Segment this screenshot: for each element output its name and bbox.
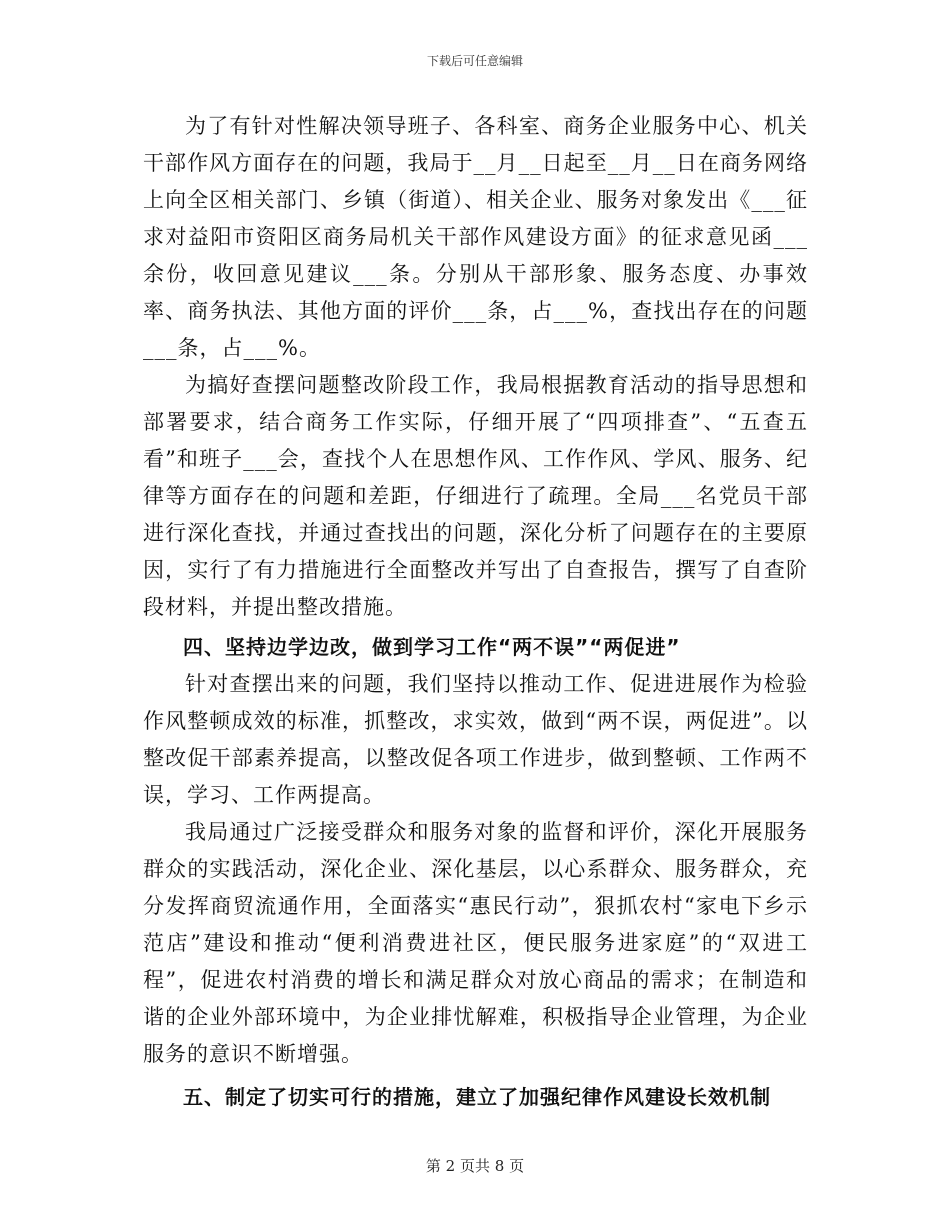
paragraph-service: 我局通过广泛接受群众和服务对象的监督和评价，深化开展服务群众的实践活动，深化企业、深化基层，以心系群众、服务群众，充分发挥商贸流通作用，全面落实“惠民行动”，狠抓农村“家电下乡示范店”建设和推动“便利消费进社区，便民服务进家庭”的“双进工程”，促进农村消费的增长和满足群众对放心商品的需求；在制造和谐的企业外部环境中，为企业排忧解难，积极指导企业管理，为企业服务的意识不断增强。	[143, 820, 808, 1066]
page-footer: 第 2 页共 8 页	[425, 1157, 525, 1175]
section-heading-5: 五、制定了切实可行的措施，建立了加强纪律作风建设长效机制	[183, 1085, 771, 1109]
section-heading-4: 四、坚持边学边改，做到学习工作“两不误”“两促进”	[183, 635, 681, 659]
document-body	[143, 108, 808, 1116]
page-header: 下载后可任意编辑	[426, 54, 523, 68]
paragraph-problems: 针对查摆出来的问题，我们坚持以推动工作、促进进展作为检验作风整顿成效的标准，抓整改，求实效，做到“两不误，两促进”。以整改促干部素养提高，以整改促各项工作进步，做到整顿、工作两不误，学习、工作两提高。	[143, 672, 808, 807]
paragraph-rectification: 为搞好查摆问题整改阶段工作，我局根据教育活动的指导思想和部署要求，结合商务工作实际，仔细开展了“四项排查”、“五查五看”和班子___会，查找个人在思想作风、工作作风、学风、服务、纪律等方面存在的问题和差距，仔细进行了疏理。全局___名党员干部进行深化查找，并通过查找出的问题，深化分析了问题存在的主要原因，实行了有力措施进行全面整改并写出了自查报告，撰写了自查阶段材料，并提出整改措施。	[143, 373, 808, 619]
paragraph-survey: 为了有针对性解决领导班子、各科室、商务企业服务中心、机关干部作风方面存在的问题，我局于__月__日起至__月__日在商务网络上向全区相关部门、乡镇（街道）、相关企业、服务对象发出《___征求对益阳市资阳区商务局机关干部作风建设方面》的征求意见函___余份，收回意见建议___条。分别从干部形象、服务态度、办事效率、商务执法、其他方面的评价___条，占___%，查找出存在的问题___条，占___%。	[143, 114, 808, 360]
